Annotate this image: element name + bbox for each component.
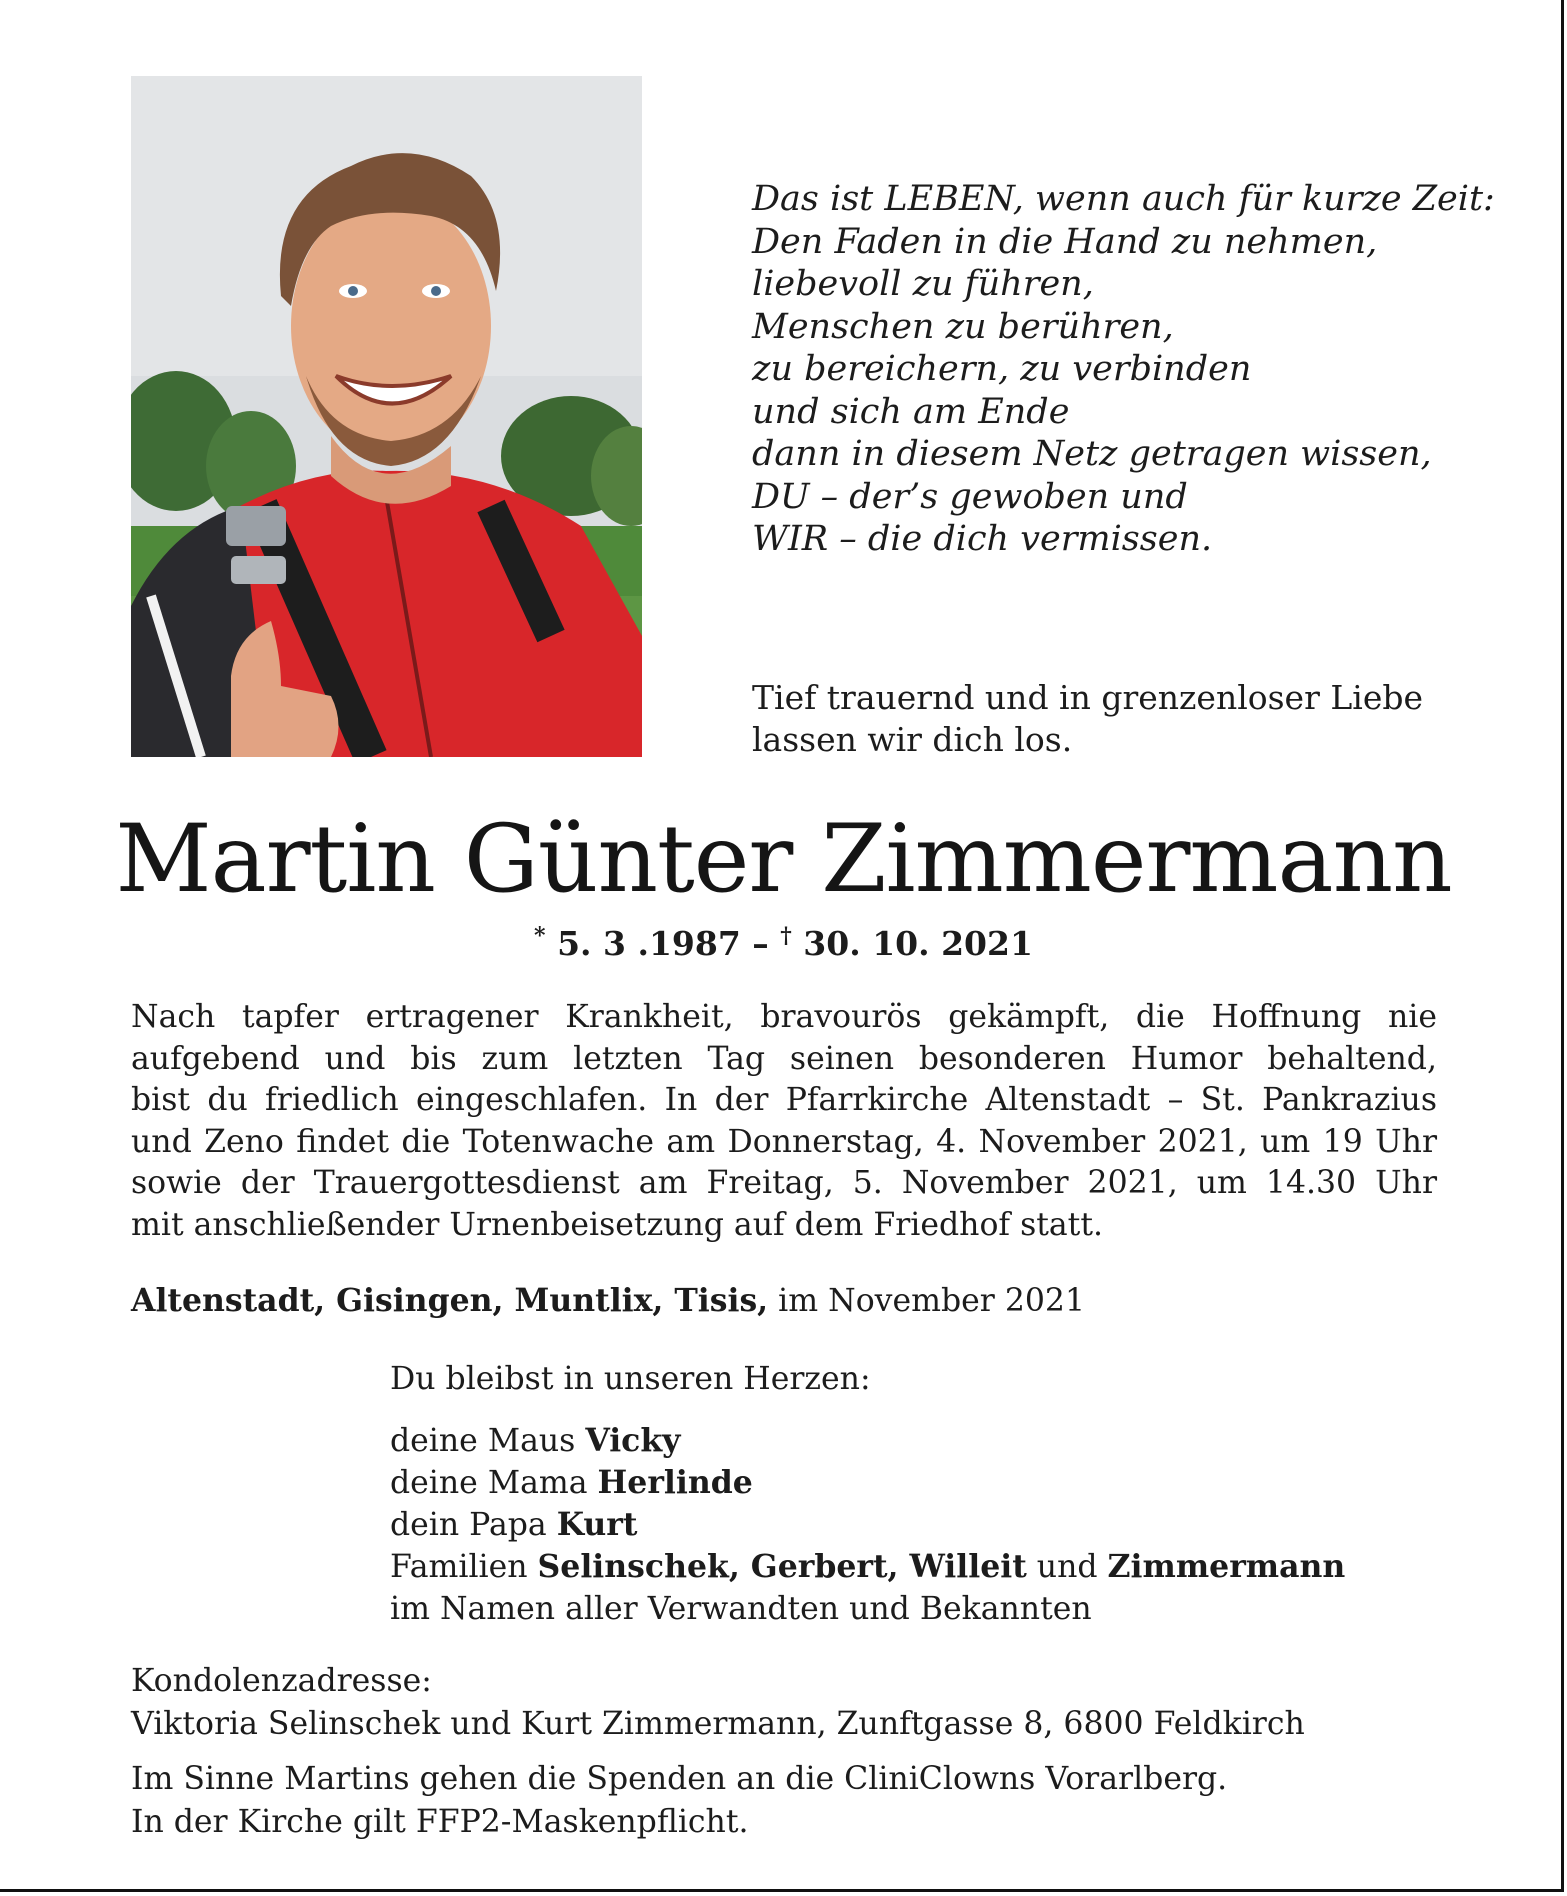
- family-relation: deine Mama: [390, 1465, 598, 1501]
- announcement-text: [131, 997, 1437, 1246]
- birth-date: 5. 3 .1987: [557, 924, 741, 963]
- poem-line: zu bereichern, zu verbinden: [752, 349, 1252, 389]
- poem: [752, 178, 1495, 561]
- donation-note: Im Sinne Martins gehen die Spenden an die CliniClowns Vorarlberg.: [131, 1761, 1228, 1797]
- grief-line: Tief trauernd und in grenzenloser Liebe: [752, 678, 1424, 717]
- announcement-line: aufgebend und bis zum letzten Tag seinen besonderen Humor behaltend,: [131, 1040, 1437, 1077]
- family-signatures: [390, 1358, 1345, 1630]
- poem-line: liebevoll zu führen,: [752, 264, 1094, 304]
- announcement-line: sowie der Trauergottesdienst am Freitag, 5. November 2021, um 14.30 Uhr: [131, 1165, 1437, 1201]
- poem-line: Das ist LEBEN, wenn auch für kurze Zeit:: [752, 179, 1495, 219]
- condolence-address-line: Viktoria Selinschek und Kurt Zimmermann, Zunftgasse 8, 6800 Feldkirch: [131, 1706, 1305, 1742]
- place-month: im November 2021: [778, 1283, 1086, 1319]
- families-label: Familien: [390, 1549, 538, 1585]
- family-name: Herlinde: [597, 1464, 753, 1501]
- poem-line: und sich am Ende: [752, 391, 1070, 432]
- grief-line: lassen wir dich los.: [752, 720, 1073, 759]
- mask-note: In der Kirche gilt FFP2-Maskenpflicht.: [131, 1804, 749, 1840]
- life-dates: [0, 923, 1567, 963]
- families-last-name: Zimmermann: [1107, 1548, 1346, 1585]
- announcement-line: bist du friedlich eingeschlafen. In der Pfarrkirche Altenstadt – St. Pankrazius: [131, 1082, 1437, 1118]
- poem-line: WIR – die dich vermissen.: [752, 519, 1213, 559]
- poem-line: Den Faden in die Hand zu nehmen,: [752, 221, 1378, 262]
- portrait-photo: [131, 76, 642, 757]
- death-symbol: †: [780, 923, 792, 949]
- family-relation: dein Papa: [390, 1507, 557, 1543]
- families-names: Selinschek, Gerbert, Willeit: [537, 1548, 1027, 1585]
- family-relation: deine Maus: [390, 1423, 586, 1459]
- portrait-illustration: [131, 76, 642, 757]
- grief-statement: [752, 677, 1423, 761]
- announcement-line: und Zeno findet die Totenwache am Donnerstag, 4. November 2021, um 19 Uhr: [131, 1123, 1437, 1160]
- announcement-line: Nach tapfer ertragener Krankheit, bravourös gekämpft, die Hoffnung nie: [131, 999, 1437, 1035]
- family-name: Kurt: [556, 1506, 638, 1543]
- deceased-name: Martin Günter Zimmermann: [115, 805, 1452, 914]
- family-entry: [390, 1462, 1345, 1504]
- families-and: und: [1026, 1549, 1108, 1585]
- family-name: Vicky: [585, 1422, 681, 1459]
- death-date: 30. 10. 2021: [803, 924, 1033, 963]
- family-heading: Du bleibst in unseren Herzen:: [390, 1361, 871, 1397]
- poem-line: Menschen zu berühren,: [752, 306, 1174, 347]
- condolence-address: [131, 1660, 1305, 1746]
- poem-line: DU – der’s gewoben und: [752, 476, 1188, 517]
- families-entry: [390, 1546, 1345, 1588]
- date-separator: –: [740, 924, 781, 963]
- place-towns: Altenstadt, Gisingen, Muntlix, Tisis,: [131, 1282, 769, 1319]
- place-date: [131, 1282, 1085, 1319]
- announcement-line: mit anschließender Urnenbeisetzung auf dem Friedhof statt.: [131, 1206, 1104, 1243]
- birth-symbol: *: [534, 923, 546, 949]
- poem-line: dann in diesem Netz getragen wissen,: [752, 434, 1432, 474]
- family-closing: im Namen aller Verwandten und Bekannten: [390, 1591, 1092, 1627]
- notes: [131, 1758, 1227, 1844]
- condolence-label: Kondolenzadresse:: [131, 1663, 432, 1699]
- family-entry: [390, 1420, 1345, 1462]
- family-entry: [390, 1504, 1345, 1546]
